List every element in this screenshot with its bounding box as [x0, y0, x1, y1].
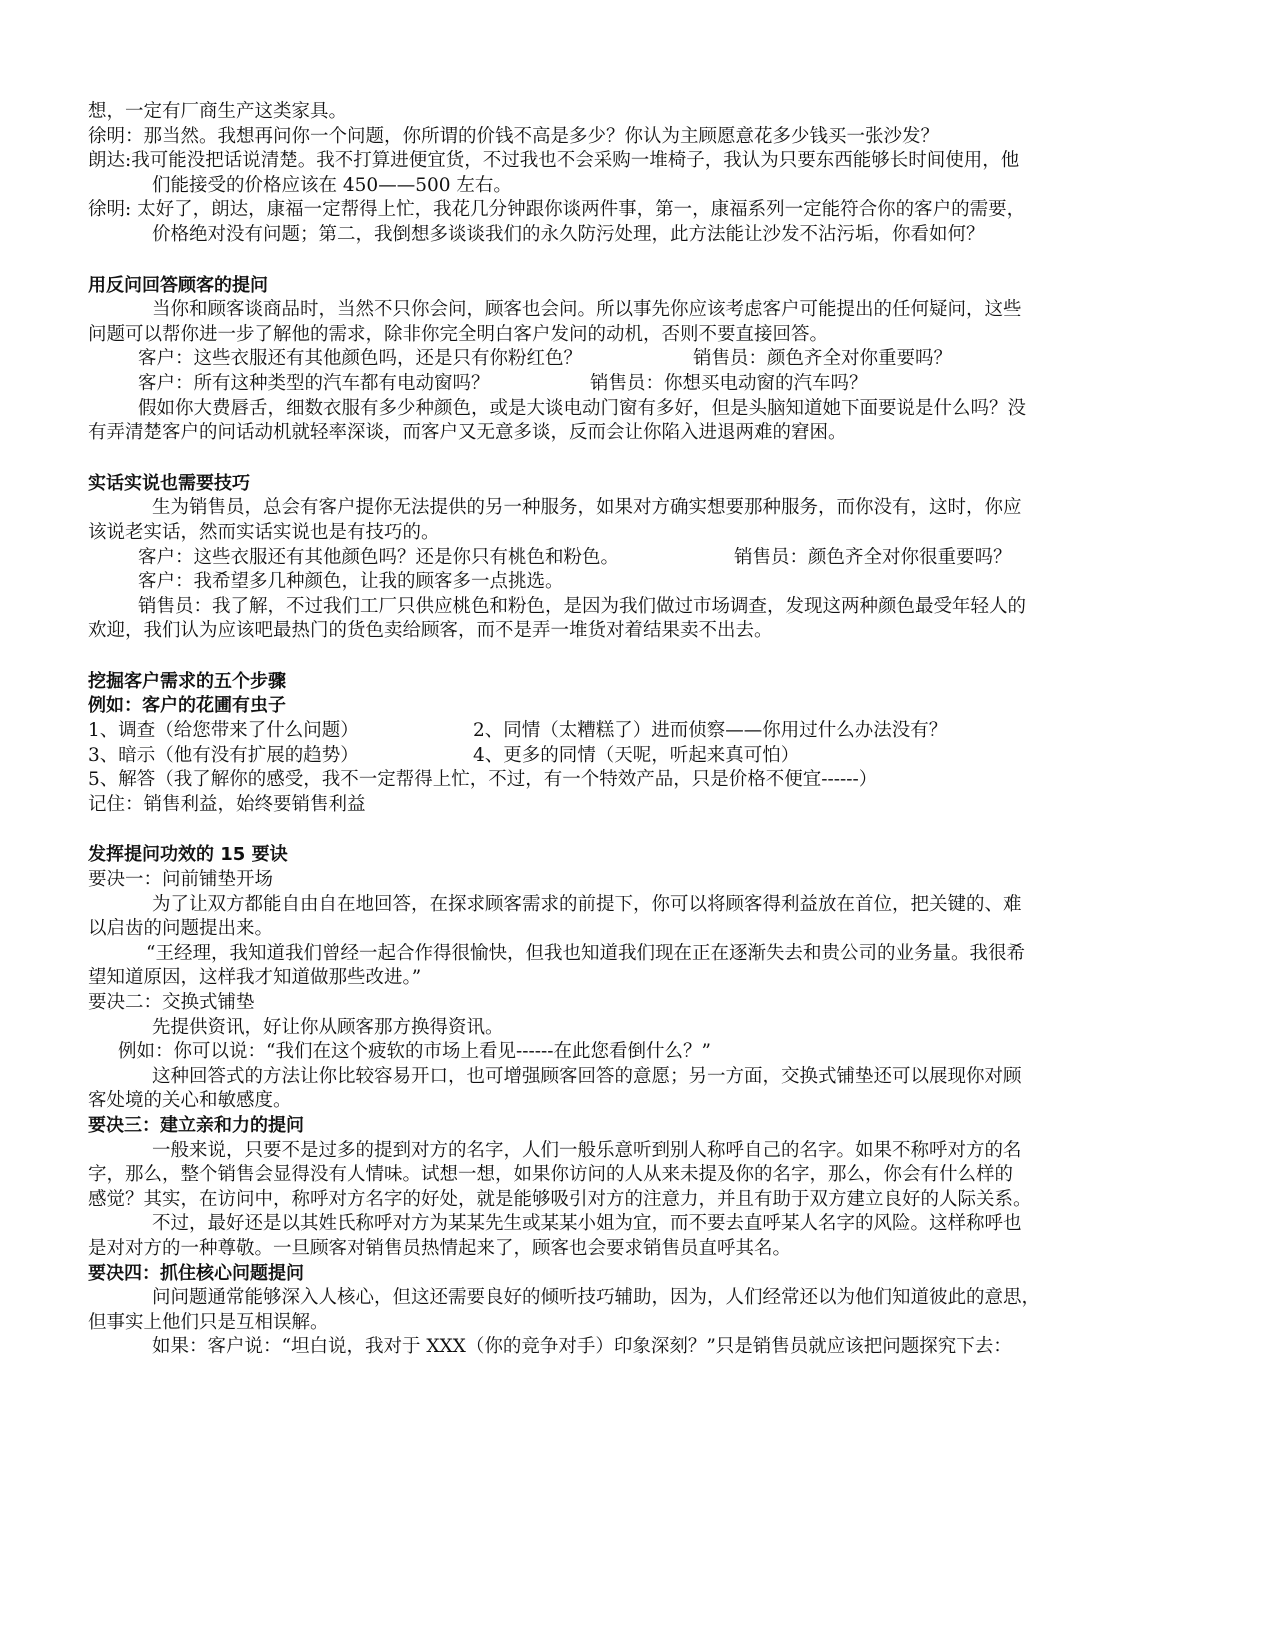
dialogue-line: 想，一定有厂商生产这类家具。 — [88, 101, 348, 122]
paragraph-line: 先提供资讯，好让你从顾客那方换得资讯。 — [152, 1016, 504, 1038]
salesperson-reply: 销售员：颜色齐全对你重要吗？ — [693, 348, 953, 370]
paragraph-line: 感觉？其实，在访问中，称呼对方名字的好处，就是能够吸引对方的注意力，并且有助于双方建立良好的人际关系。 — [88, 1188, 1032, 1210]
step-item: 4、更多的同情（天呢，听起来真可怕） — [473, 744, 800, 766]
paragraph-line: 销售员：我了解，不过我们工厂只供应桃色和粉色，是因为我们做过市场调查，发现这两种颜色最受年轻人的 — [138, 595, 1027, 617]
paragraph-line: 生为销售员，总会有客户提你无法提供的另一种服务，如果对方确实想要那种服务，而你没有，这时，你应 — [152, 497, 1022, 519]
paragraph-line: 问问题通常能够深入人核心，但这还需要良好的倾听技巧辅助，因为，人们经常还以为他们知道彼此的意思， — [152, 1287, 1041, 1309]
paragraph-line: 当你和顾客谈商品时，当然不只你会问，顾客也会问。所以事先你应该考虑客户可能提出的任何疑问，这些 — [152, 299, 1022, 321]
step-item: 1、调查（给您带来了什么问题） — [88, 720, 359, 742]
paragraph-line: 为了让双方都能自由自在地回答，在探求顾客需求的前提下，你可以将顾客得利益放在首位，把关键的、难 — [152, 893, 1022, 915]
salesperson-reply: 销售员：颜色齐全对你很重要吗？ — [734, 546, 1012, 568]
paragraph-line: 字，那么，整个销售会显得没有人情味。试想一想，如果你访问的人从来未提及你的名字，那么，你会有什么样的 — [88, 1164, 1014, 1186]
example-row — [88, 546, 1168, 571]
example-row — [88, 372, 1168, 397]
section-15-tips — [88, 843, 1168, 1359]
paragraph-line: 该说老实话，然而实话实说也是有技巧的。 — [88, 521, 440, 543]
document-page — [88, 100, 1168, 1360]
dialogue-line: 朗达:我可能没把话说清楚。我不打算进便宜货，不过我也不会采购一堆椅子，我认为只要东西能够长时间使用，他 — [88, 150, 1020, 172]
dialogue-line: 们能接受的价格应该在 450——500 左右。 — [152, 174, 512, 196]
quote-line: 望知道原因，这样我才知道做那些改进。” — [88, 967, 422, 989]
paragraph-line: 欢迎，我们认为应该吧最热门的货色卖给顾客，而不是弄一堆货对着结果卖不出去。 — [88, 620, 773, 642]
quote-line: “王经理，我知道我们曾经一起合作得很愉快，但我也知道我们现在正在逐渐失去和贵公司的业务量。我很希 — [146, 942, 1025, 964]
section-heading: 用反问回答顾客的提问 — [88, 274, 268, 296]
step-item: 3、暗示（他有没有扩展的趋势） — [88, 744, 359, 766]
example-row — [88, 347, 1168, 372]
paragraph-line: 但事实上他们只是互相误解。 — [88, 1311, 329, 1333]
dialogue-line: 徐明: 太好了，朗达，康福一定帮得上忙，我花几分钟跟你谈两件事，第一，康福系列一定能符合你的客户的需要， — [88, 199, 1026, 221]
section-subheading: 例如：客户的花圃有虫子 — [88, 695, 286, 717]
customer-question: 客户：这些衣服还有其他颜色吗，还是只有你粉红色？ — [138, 348, 583, 370]
dialogue-line: 价格绝对没有问题；第二，我倒想多谈谈我们的永久防污处理，此方法能让沙发不沾污垢，你看如何？ — [152, 223, 985, 245]
paragraph-line: 有弄清楚客户的问话动机就轻率深谈，而客户又无意多谈，反而会让你陷入进退两难的窘困。 — [88, 422, 847, 444]
section-heading: 实话实说也需要技巧 — [88, 472, 250, 494]
customer-question: 客户：所有这种类型的汽车都有电动窗吗？ — [138, 372, 490, 394]
tip-title: 要决一：问前铺垫开场 — [88, 869, 274, 891]
paragraph-line: 一般来说，只要不是过多的提到对方的名字，人们一般乐意听到别人称呼自己的名字。如果不称呼对方的名 — [152, 1139, 1022, 1161]
section-counter-question — [88, 274, 1168, 446]
dialogue-block — [88, 100, 1168, 248]
paragraph-line: 不过，最好还是以其姓氏称呼对方为某某先生或某某小姐为宜，而不要去直呼某人名字的风险。这样称呼也 — [152, 1213, 1022, 1235]
step-row — [88, 719, 1168, 744]
step-item: 2、同情（太糟糕了）进而侦察——你用过什么办法没有？ — [473, 720, 948, 742]
paragraph-line: 假如你大费唇舌，细数衣服有多少种颜色，或是大谈电动门窗有多好，但是头脑知道她下面要说是什么吗？没 — [138, 397, 1027, 419]
tip-title: 要决二：交换式铺垫 — [88, 992, 255, 1013]
step-item: 5、解答（我了解你的感受，我不一定帮得上忙，不过，有一个特效产品，只是价格不便宜------） — [88, 769, 878, 791]
paragraph-line: 问题可以帮你进一步了解他的需求，除非你完全明白客户发问的动机，否则不要直接回答。 — [88, 323, 829, 345]
section-heading: 发挥提问功效的 15 要诀 — [88, 844, 288, 866]
paragraph-line: 以启齿的问题提出来。 — [88, 918, 274, 940]
tip-title: 要决四：抓住核心问题提问 — [88, 1262, 304, 1284]
note-line: 记住：销售利益，始终要销售利益 — [88, 793, 366, 815]
customer-question: 客户：这些衣服还有其他颜色吗？还是你只有桃色和粉色。 — [138, 546, 620, 568]
section-five-steps — [88, 670, 1168, 818]
tip-title: 要决三：建立亲和力的提问 — [88, 1114, 304, 1136]
paragraph-line: 这种回答式的方法让你比较容易开口，也可增强顾客回答的意愿；另一方面，交换式铺垫还可以展现你对顾 — [152, 1065, 1022, 1087]
customer-question: 客户：我希望多几种颜色，让我的顾客多一点挑选。 — [138, 571, 564, 593]
example-line: 如果：客户说：“坦白说，我对于 XXX（你的竞争对手）印象深刻？”只是销售员就应该把问题探究下去： — [152, 1336, 1012, 1358]
paragraph-line: 是对对方的一种尊敬。一旦顾客对销售员热情起来了，顾客也会要求销售员直呼其名。 — [88, 1237, 792, 1259]
salesperson-reply: 销售员：你想买电动窗的汽车吗？ — [590, 372, 868, 394]
section-heading: 挖掘客户需求的五个步骤 — [88, 670, 286, 692]
example-line: 例如：你可以说：“我们在这个疲软的市场上看见------在此您看倒什么？” — [118, 1041, 711, 1063]
section-honesty — [88, 472, 1168, 644]
step-row — [88, 744, 1168, 769]
paragraph-line: 客处境的关心和敏感度。 — [88, 1090, 292, 1112]
dialogue-line: 徐明：那当然。我想再问你一个问题，你所谓的价钱不高是多少？你认为主顾愿意花多少钱买一张沙发？ — [88, 125, 940, 147]
